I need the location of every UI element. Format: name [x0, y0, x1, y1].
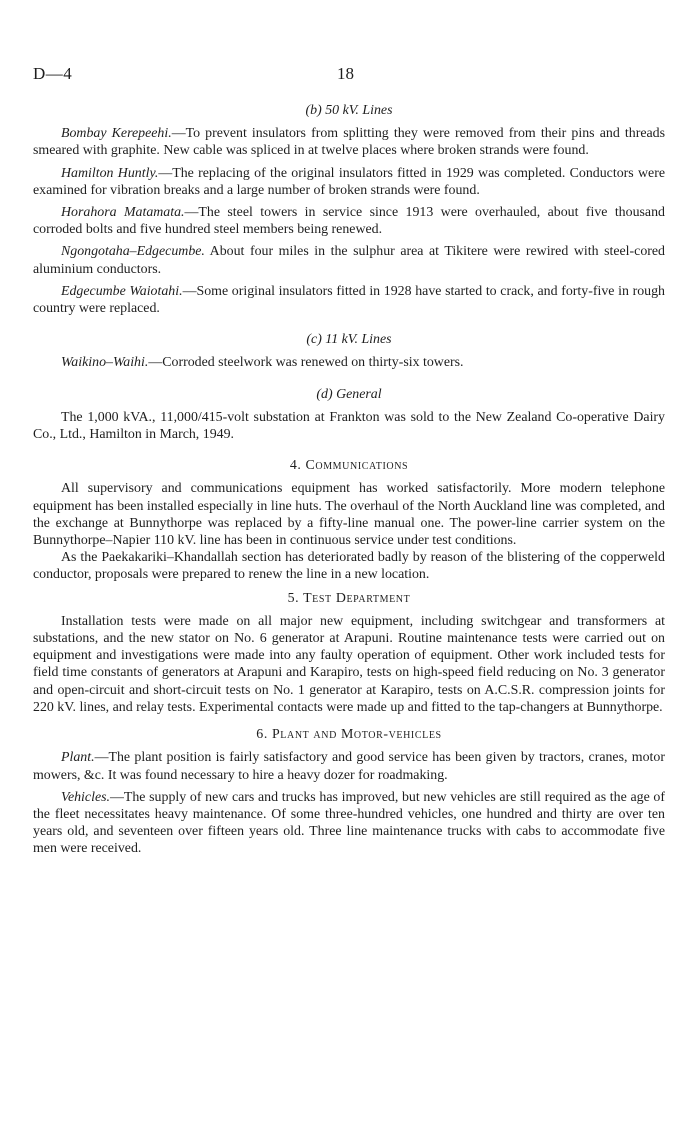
- item-text: —Corroded steelwork was renewed on thirty-six towers.: [148, 355, 464, 371]
- item-text: —The supply of new cars and trucks has improved, but new vehicles are still required as the age of the fleet necessitates heavy maintenance. Of some three-hundred vehicles, one hundred and thirty are over ten years old, and seventeen over fifteen years old. Three line maintenance trucks with cabs to accommodate five men were received.: [33, 789, 665, 857]
- paragraph-horahora-matamata: [33, 204, 665, 238]
- item-title: Vehicles.: [61, 789, 110, 805]
- item-text: About four miles in the sulphur area at Tikitere were rewired with steel-cored aluminium conductors.: [33, 244, 665, 277]
- paragraph-edgecumbe-waiotahi: [33, 283, 665, 317]
- section-heading-50kv: (b) 50 kV. Lines: [305, 103, 393, 118]
- paragraph-bombay-kerepeehi: [33, 125, 665, 159]
- item-title: Waikino–Waihi.: [61, 355, 149, 371]
- page-number: 18: [337, 64, 354, 83]
- item-title: Ngongotaha–Edgecumbe.: [61, 244, 205, 260]
- section-heading-communications: 4. Communications: [289, 458, 409, 474]
- paragraph-hamilton-huntly: [33, 165, 665, 199]
- paragraph-waikino-waihi: [33, 354, 665, 371]
- document-reference: D—4: [33, 64, 73, 83]
- item-title: Horahora Matamata.: [61, 205, 185, 221]
- item-title: Plant.: [61, 750, 95, 766]
- item-text: —Some original insulators fitted in 1928 have started to crack, and forty-five in rough country were replaced.: [33, 283, 665, 317]
- item-text: —The replacing of the original insulators fitted in 1929 was completed. Conductors were examined for vibration breaks and a large number of broken strands were found.: [33, 165, 665, 198]
- item-title: Hamilton Huntly.: [61, 165, 159, 181]
- item-title: Edgecumbe Waiotahi.: [61, 283, 183, 299]
- section-heading-plant: 6. Plant and Motor-vehicles: [256, 727, 442, 743]
- page-body: [33, 98, 665, 863]
- paragraph-vehicles: [33, 789, 665, 858]
- item-text: —To prevent insulators from splitting they were removed from their pins and threads smeared with graphite. New cable was spliced in at twelve places where broken strands were found.: [33, 126, 665, 159]
- paragraph-ngongotaha-edgecumbe: [33, 243, 665, 277]
- paragraph-communications-2: As the Paekakariki–Khandallah section has deteriorated badly by reason of the blistering of the copperweld conductor, proposals were prepared to renew the line in a new location.: [33, 550, 665, 583]
- section-heading-11kv: (c) 11 kV. Lines: [306, 332, 392, 348]
- item-title: Bombay Kerepeehi.: [61, 126, 172, 142]
- paragraph-plant: [33, 749, 665, 783]
- paragraph-general: The 1,000 kVA., 11,000/415-volt substation at Frankton was sold to the New Zealand Co-operative Dairy Co., Ltd., Hamilton in March, 1949.: [33, 409, 665, 443]
- paragraph-test-department: Installation tests were made on all major new equipment, including switchgear and transformers at substations, and the new stator on No. 6 generator at Arapuni. Routine maintenance tests were carried out on equipment and investigations were made into any faulty operation of equipment. Other work included tests for field time constants of generators at Arapuni and Karapiro, tests on high-speed field reducing on No. 3 generator and open-circuit and short-circuit tests on No. 1 generator at Karapiro, tests on A.C.S.R. compression joints for 220 kV. lines, and relay tests. Experimental contacts were made up and fitted to the tap-changers at Bunnythorpe.: [33, 613, 665, 715]
- item-text: —The plant position is fairly satisfactory and good service has been given by tractors, cranes, motor mowers, &c. It was found necessary to hire a heavy dozer for roadmaking.: [33, 750, 665, 783]
- section-heading-general: (d) General: [316, 386, 382, 402]
- item-text: —The steel towers in service since 1913 were overhauled, about five thousand corroded bolts and five hundred steel members being renewed.: [33, 205, 665, 238]
- paragraph-communications-1: All supervisory and communications equipment has worked satisfactorily. More modern telephone equipment has been installed especially in line huts. The overhaul of the North Auckland line was completed, and the exchange at Bunnythorpe was replaced by a fifty-line manual one. The power-line carrier system on the Bunnythorpe–Napier 110 kV. line has been in continuous service under test conditions.: [33, 481, 665, 549]
- section-heading-test-department: 5. Test Department: [287, 590, 411, 606]
